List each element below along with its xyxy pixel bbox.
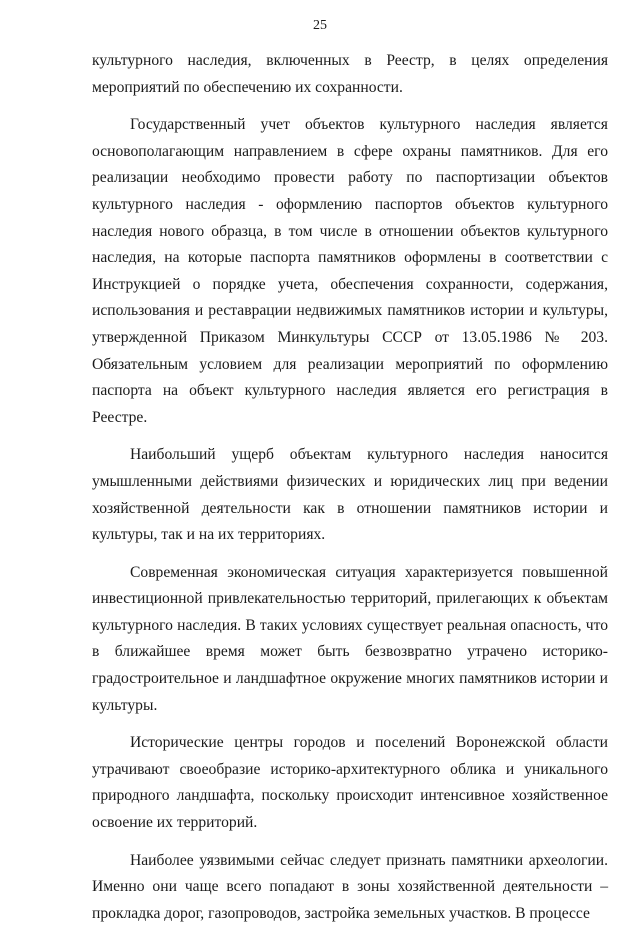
paragraph-historic-centers: Исторические центры городов и поселений Воронежской области утрачивают своеобразие историко-архитектурного облика и уникального природного ландшафта, поскольку происходит интенсивное хозяйственное освоение их территорий. — [92, 734, 608, 832]
paragraph-economic-situation: Современная экономическая ситуация характеризуется повышенной инвестиционной привлекательностью территорий, прилегающих к объектам культурного наследия. В таких условиях существует реальная опасность, что в ближайшее время может быть безвозвратно утрачено историко-градостроительное и ландшафтное окружение многих памятников истории и культуры. — [92, 563, 608, 714]
paragraph-greatest-damage: Наибольший ущерб объектам культурного наследия наносится умышленными действиями физических и юридических лиц при ведении хозяйственной деятельности как в отношении памятников истории и культуры, так и на их территориях. — [92, 446, 608, 544]
paragraph-continuation: культурного наследия, включенных в Реестр, в целях определения мероприятий по обеспечению их сохранности. — [92, 52, 608, 96]
paragraph-archaeology: Наиболее уязвимыми сейчас следует признать памятники археологии. Именно они чаще всего попадают в зоны хозяйственной деятельности – прокладка дорог, газопроводов, застройка земельных участков. В процессе — [92, 851, 608, 922]
document-body — [92, 48, 608, 927]
page-number: 25 — [313, 18, 327, 33]
paragraph-state-registration: Государственный учет объектов культурного наследия является основополагающим направлением в сфере охраны памятников. Для его реализации необходимо провести работу по паспортизации объектов культурного наследия - оформлению паспортов объектов культурного наследия нового образца, в том числе в отношении объектов культурного наследия, на которые паспорта памятников оформлены в соответствии с Инструкцией о порядке учета, обеспечения сохранности, содержания, использования и реставрации недвижимых памятников истории и культуры, утвержденной Приказом Минкультуры СССР от 13.05.1986 № 203. Обязательным условием для реализации мероприятий по оформлению паспорта на объект культурного наследия является его регистрация в Реестре. — [92, 116, 608, 426]
